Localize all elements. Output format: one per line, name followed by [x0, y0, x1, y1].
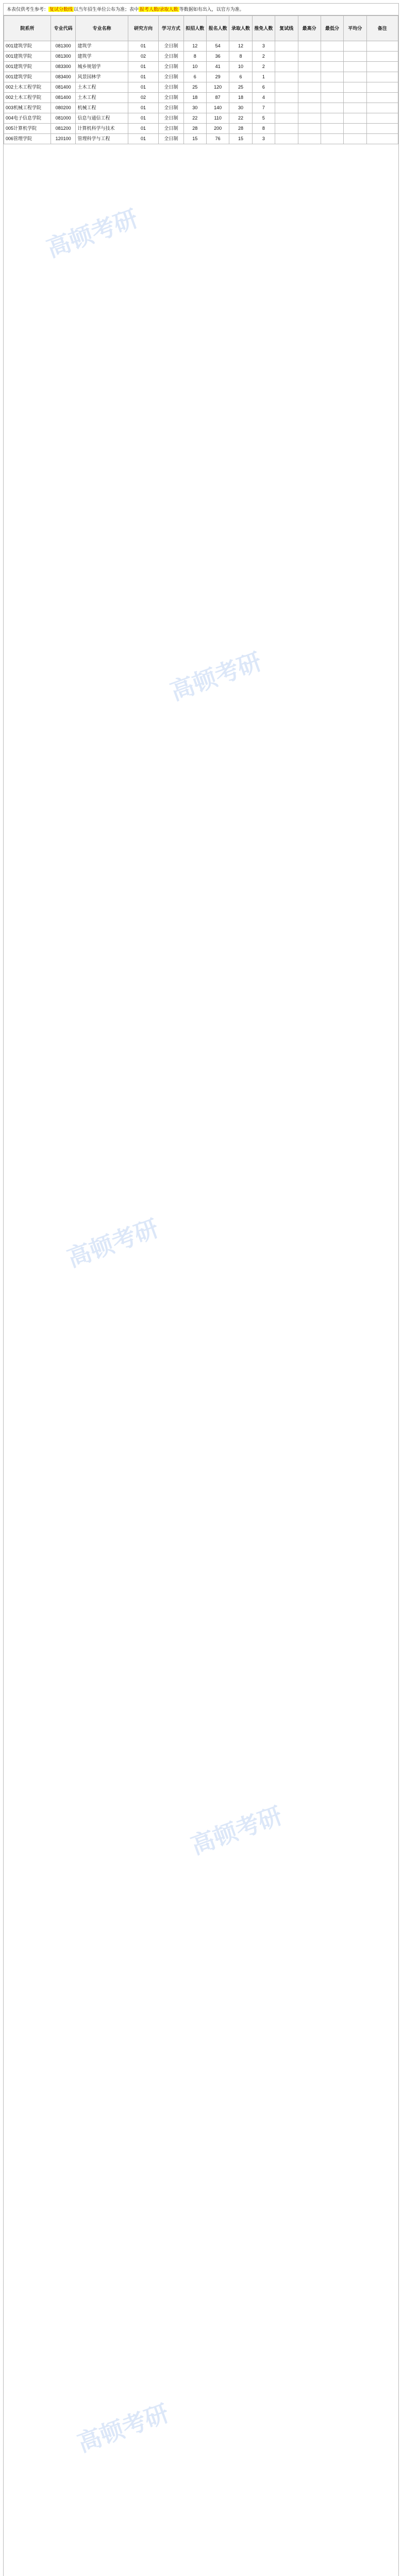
table-cell: 01	[128, 72, 158, 82]
col-header: 专业名称	[76, 16, 128, 41]
table-cell: 8	[229, 52, 252, 62]
table-cell: 001建筑学院	[4, 52, 51, 62]
table-cell: 083300	[51, 62, 76, 72]
table-cell: 5	[252, 113, 275, 124]
table-cell	[344, 103, 366, 113]
table-cell: 3	[252, 41, 275, 52]
table-cell	[344, 52, 366, 62]
table-cell: 01	[128, 41, 158, 52]
table-cell: 54	[207, 41, 229, 52]
table-cell	[344, 72, 366, 82]
admissions-table	[4, 15, 398, 144]
table-cell: 全日制	[159, 113, 184, 124]
col-header: 复试线	[275, 16, 298, 41]
table-row	[4, 134, 398, 144]
col-header: 备注	[366, 16, 398, 41]
table-cell: 083400	[51, 72, 76, 82]
table-cell	[321, 134, 343, 144]
table-row	[4, 52, 398, 62]
table-cell: 全日制	[159, 93, 184, 103]
table-cell	[298, 103, 321, 113]
table-row	[4, 93, 398, 103]
table-cell	[321, 62, 343, 72]
note-highlight-2: 报考人数/录取人数	[140, 6, 178, 12]
table-cell: 建筑学	[76, 41, 128, 52]
table-cell: 36	[207, 52, 229, 62]
table-cell: 76	[207, 134, 229, 144]
table-cell	[366, 134, 398, 144]
table-row	[4, 124, 398, 134]
table-row	[4, 82, 398, 93]
table-row	[4, 41, 398, 52]
table-cell: 30	[229, 103, 252, 113]
col-header: 专业代码	[51, 16, 76, 41]
table-cell: 004电子信息学院	[4, 113, 51, 124]
table-cell	[321, 93, 343, 103]
table-cell	[298, 93, 321, 103]
table-cell: 081400	[51, 93, 76, 103]
table-cell: 全日制	[159, 134, 184, 144]
table-cell	[275, 124, 298, 134]
table-row	[4, 72, 398, 82]
watermark-graphic: 高顿考研	[63, 1214, 162, 1272]
table-cell	[275, 72, 298, 82]
col-header: 拟招人数	[183, 16, 206, 41]
table-cell: 全日制	[159, 103, 184, 113]
note-middle: 以当年招生单位公布为准；表中	[74, 6, 139, 12]
table-cell: 081000	[51, 113, 76, 124]
table-cell: 15	[183, 134, 206, 144]
table-cell: 土木工程	[76, 82, 128, 93]
table-cell: 002土木工程学院	[4, 93, 51, 103]
table-cell	[366, 93, 398, 103]
table-cell: 005计算机学院	[4, 124, 51, 134]
table-cell: 25	[183, 82, 206, 93]
table-cell: 080200	[51, 103, 76, 113]
table-cell	[321, 52, 343, 62]
header-note	[4, 4, 398, 15]
col-header: 报名人数	[207, 16, 229, 41]
table-cell: 土木工程	[76, 93, 128, 103]
table-cell	[275, 103, 298, 113]
table-cell: 001建筑学院	[4, 72, 51, 82]
table-cell: 全日制	[159, 62, 184, 72]
table-cell: 15	[229, 134, 252, 144]
table-cell	[366, 103, 398, 113]
table-cell	[344, 124, 366, 134]
col-header: 最低分	[321, 16, 343, 41]
table-cell: 02	[128, 52, 158, 62]
table-cell: 25	[229, 82, 252, 93]
table-cell: 01	[128, 113, 158, 124]
table-cell: 全日制	[159, 52, 184, 62]
table-cell	[275, 113, 298, 124]
watermark-graphic: 高顿考研	[43, 205, 142, 262]
table-cell: 6	[183, 72, 206, 82]
table-cell: 01	[128, 134, 158, 144]
table-cell	[366, 62, 398, 72]
table-row	[4, 62, 398, 72]
note-suffix: 等数据如有出入，以官方为准。	[179, 6, 244, 12]
table-cell: 7	[252, 103, 275, 113]
table-row	[4, 113, 398, 124]
table-cell: 全日制	[159, 124, 184, 134]
table-cell	[321, 82, 343, 93]
col-header: 学习方式	[159, 16, 184, 41]
table-cell	[275, 82, 298, 93]
table-cell	[298, 41, 321, 52]
table-cell	[344, 113, 366, 124]
table-cell	[298, 124, 321, 134]
table-cell: 18	[183, 93, 206, 103]
table-cell	[275, 93, 298, 103]
table-cell: 22	[229, 113, 252, 124]
table-cell	[366, 41, 398, 52]
table-cell: 002土木工程学院	[4, 82, 51, 93]
table-cell	[298, 62, 321, 72]
table-cell: 003机械工程学院	[4, 103, 51, 113]
table-cell: 12	[229, 41, 252, 52]
col-header: 录取人数	[229, 16, 252, 41]
note-highlight-1: 复试分数线	[49, 6, 73, 12]
table-cell: 001建筑学院	[4, 41, 51, 52]
table-cell: 081200	[51, 124, 76, 134]
table-cell	[321, 113, 343, 124]
table-cell: 6	[252, 82, 275, 93]
table-cell: 110	[207, 113, 229, 124]
table-cell: 建筑学	[76, 52, 128, 62]
table-cell: 081300	[51, 41, 76, 52]
table-cell	[344, 41, 366, 52]
table-cell	[298, 52, 321, 62]
table-cell	[321, 72, 343, 82]
table-cell	[344, 93, 366, 103]
table-cell: 1	[252, 72, 275, 82]
table-cell: 全日制	[159, 72, 184, 82]
note-prefix: 本表仅供考生参考：	[7, 6, 49, 12]
table-cell: 机械工程	[76, 103, 128, 113]
table-cell: 22	[183, 113, 206, 124]
table-cell: 18	[229, 93, 252, 103]
table-cell: 081300	[51, 52, 76, 62]
table-cell: 全日制	[159, 82, 184, 93]
table-cell: 30	[183, 103, 206, 113]
watermark-graphic: 高顿考研	[187, 1802, 286, 1859]
table-cell	[298, 134, 321, 144]
table-cell	[298, 72, 321, 82]
table-cell	[298, 82, 321, 93]
table-cell	[366, 113, 398, 124]
col-header: 平均分	[344, 16, 366, 41]
col-header: 推免人数	[252, 16, 275, 41]
table-cell: 8	[252, 124, 275, 134]
table-cell	[321, 41, 343, 52]
table-cell: 41	[207, 62, 229, 72]
table-cell: 120100	[51, 134, 76, 144]
table-cell: 01	[128, 124, 158, 134]
table-cell: 信息与通信工程	[76, 113, 128, 124]
table-cell	[275, 52, 298, 62]
table-cell: 6	[229, 72, 252, 82]
table-cell	[321, 124, 343, 134]
table-cell: 29	[207, 72, 229, 82]
table-cell: 87	[207, 93, 229, 103]
table-cell	[366, 82, 398, 93]
table-cell: 01	[128, 62, 158, 72]
table-cell: 001建筑学院	[4, 62, 51, 72]
table-cell: 4	[252, 93, 275, 103]
table-cell: 120	[207, 82, 229, 93]
table-cell: 3	[252, 134, 275, 144]
table-cell: 081400	[51, 82, 76, 93]
table-cell: 城乡规划学	[76, 62, 128, 72]
table-row	[4, 103, 398, 113]
document-page	[3, 3, 399, 2576]
table-cell: 管理科学与工程	[76, 134, 128, 144]
table-cell	[275, 134, 298, 144]
watermark-graphic: 高顿考研	[166, 648, 265, 705]
table-cell: 全日制	[159, 41, 184, 52]
table-cell: 10	[229, 62, 252, 72]
table-cell: 8	[183, 52, 206, 62]
table-cell: 28	[183, 124, 206, 134]
table-cell	[366, 72, 398, 82]
table-cell: 01	[128, 103, 158, 113]
table-cell	[298, 113, 321, 124]
table-cell: 计算机科学与技术	[76, 124, 128, 134]
table-cell: 140	[207, 103, 229, 113]
col-header: 研究方向	[128, 16, 158, 41]
table-cell: 12	[183, 41, 206, 52]
table-cell: 2	[252, 52, 275, 62]
table-cell	[366, 52, 398, 62]
table-cell: 风景园林学	[76, 72, 128, 82]
table-cell: 006管理学院	[4, 134, 51, 144]
table-cell	[275, 62, 298, 72]
table-body	[4, 41, 398, 144]
table-cell: 2	[252, 62, 275, 72]
table-cell: 10	[183, 62, 206, 72]
table-cell	[321, 103, 343, 113]
col-header: 最高分	[298, 16, 321, 41]
table-cell: 200	[207, 124, 229, 134]
table-cell	[366, 124, 398, 134]
table-header-row	[4, 16, 398, 41]
table-cell	[344, 62, 366, 72]
watermark-graphic: 高顿考研	[74, 2399, 173, 2457]
col-header: 院系所	[4, 16, 51, 41]
table-cell	[344, 82, 366, 93]
table-cell: 01	[128, 82, 158, 93]
table-cell: 02	[128, 93, 158, 103]
table-cell	[344, 134, 366, 144]
table-cell: 28	[229, 124, 252, 134]
table-cell	[275, 41, 298, 52]
